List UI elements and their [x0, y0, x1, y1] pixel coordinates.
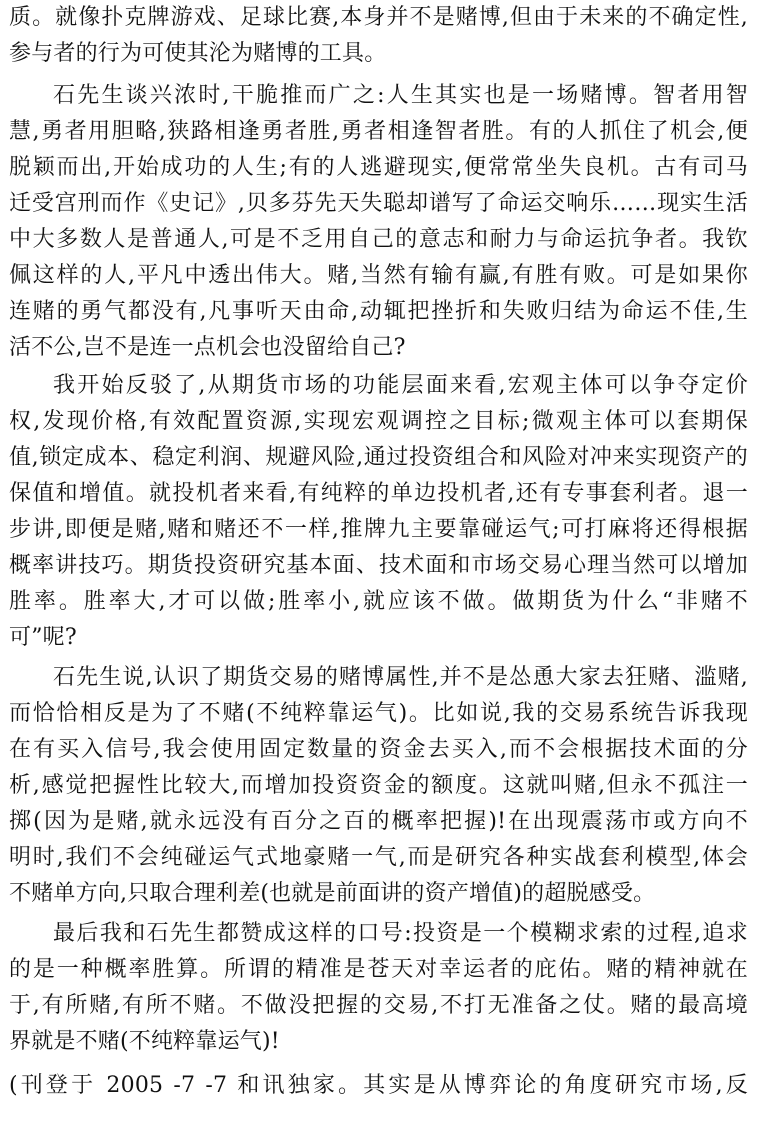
text-line: 活不公,岂不是连一点机会也没留给自己?: [9, 335, 406, 360]
text-line: 的是一种概率胜算。所谓的精准是苍天对幸运者的庇佑。赌的精神就在: [9, 957, 748, 982]
text-line: 不赌单方向,只取合理利差(也就是前面讲的资产增值)的超脱感受。: [9, 881, 656, 906]
text-line: (刊登于 2005 -7 -7 和讯独家。其实是从博弈论的角度研究市场,反: [9, 1073, 748, 1098]
text-line: 而恰恰相反是为了不赌(不纯粹靠运气)。比如说,我的交易系统告诉我现: [9, 701, 748, 726]
text-line: 值,锁定成本、稳定利润、规避风险,通过投资组合和风险对冲来实现资产的: [9, 445, 748, 470]
text-line: 析,感觉把握性比较大,而增加投资资金的额度。这就叫赌,但永不孤注一: [9, 773, 748, 798]
paragraph-conclusion: [9, 916, 748, 1060]
text-line: 在有买入信号,我会使用固定数量的资金去买入,而不会根据技术面的分: [9, 737, 748, 762]
text-line: 步讲,即便是赌,赌和赌还不一样,推牌九主要靠碰运气;可打麻将还得根据: [9, 517, 748, 542]
paragraph-not-gambling: [9, 660, 748, 912]
text-line: 掷(因为是赌,就永远没有百分之百的概率把握)!在出现震荡市或方向不: [9, 809, 748, 834]
text-line: 我开始反驳了,从期货市场的功能层面来看,宏观主体可以争夺定价: [53, 373, 748, 398]
text-line: 保值和增值。就投机者来看,有纯粹的单边投机者,还有专事套利者。退一: [9, 481, 748, 506]
text-line: 权,发现价格,有效配置资源,实现宏观调控之目标;微观主体可以套期保: [9, 409, 748, 434]
paragraph-publication-note: [9, 1068, 748, 1104]
text-line: 石先生说,认识了期货交易的赌博属性,并不是怂恿大家去狂赌、滥赌,: [53, 665, 748, 690]
paragraph-life-gamble: [9, 78, 748, 366]
text-line: 质。就像扑克牌游戏、足球比赛,本身并不是赌博,但由于未来的不确定性,: [9, 5, 748, 30]
text-line: 于,有所赌,有所不赌。不做没把握的交易,不打无准备之仗。赌的最高境: [9, 993, 748, 1018]
text-line: 界就是不赌(不纯粹靠运气)!: [9, 1029, 280, 1054]
text-line: 石先生谈兴浓时,干脆推而广之:人生其实也是一场赌博。智者用智: [53, 83, 748, 108]
text-line: 迁受宫刑而作《史记》,贝多芬先天失聪却谱写了命运交响乐……现实生活: [9, 191, 748, 216]
text-line: 胜率。胜率大,才可以做;胜率小,就应该不做。做期货为什么“非赌不: [9, 589, 748, 614]
paragraph-continuation: [9, 0, 748, 72]
text-line: 最后我和石先生都赞成这样的口号:投资是一个模糊求索的过程,追求: [53, 921, 748, 946]
text-line: 参与者的行为可使其沦为赌博的工具。: [9, 41, 387, 66]
text-line: 连赌的勇气都没有,凡事听天由命,动辄把挫折和失败归结为命运不佳,生: [9, 299, 748, 324]
text-line: 佩这样的人,平凡中透出伟大。赌,当然有输有赢,有胜有败。可是如果你: [9, 263, 748, 288]
text-line: 明时,我们不会纯碰运气式地豪赌一气,而是研究各种实战套利模型,体会: [9, 845, 748, 870]
text-line: 可”呢?: [9, 625, 77, 650]
paragraph-rebuttal: [9, 368, 748, 656]
text-line: 中大多数人是普通人,可是不乏用自己的意志和耐力与命运抗争者。我钦: [9, 227, 748, 252]
text-line: 慧,勇者用胆略,狭路相逢勇者胜,勇者相逢智者胜。有的人抓住了机会,便: [9, 119, 748, 144]
text-line: 脱颖而出,开始成功的人生;有的人逃避现实,便常常坐失良机。古有司马: [9, 155, 748, 180]
text-line: 概率讲技巧。期货投资研究基本面、技术面和市场交易心理当然可以增加: [9, 553, 748, 578]
